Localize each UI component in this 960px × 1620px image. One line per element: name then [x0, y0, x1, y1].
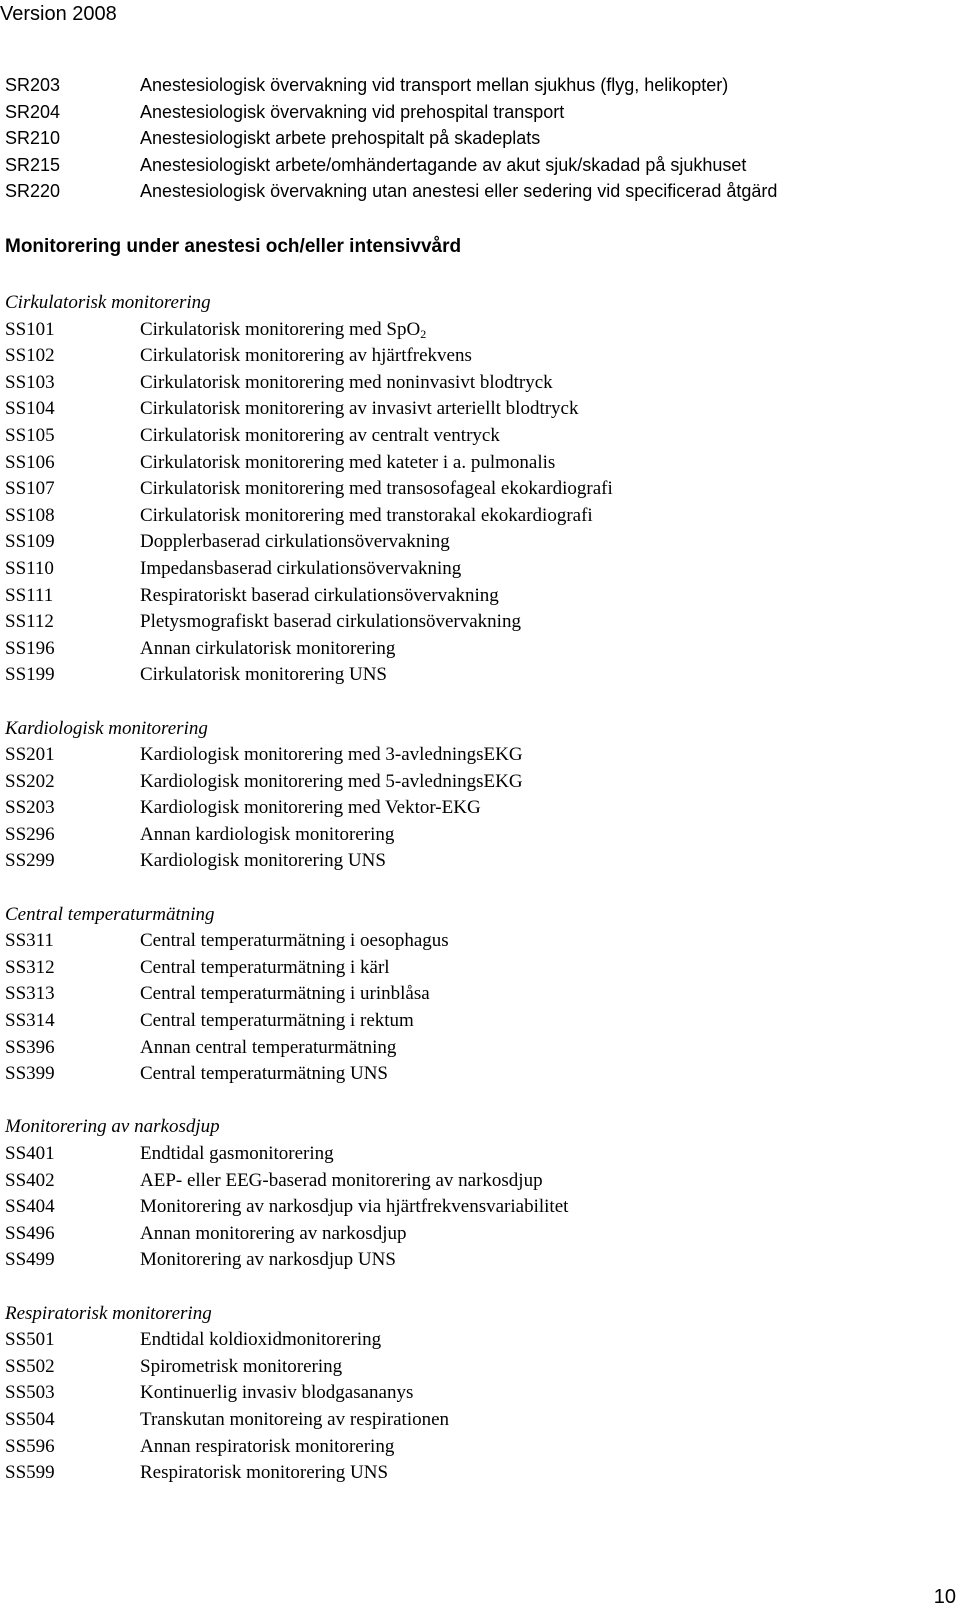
procedure-description: [140, 556, 461, 583]
code-row: [5, 317, 427, 344]
code-row: [5, 1434, 395, 1461]
monitoring-section: [5, 1114, 569, 1274]
description-text: Kontinuerlig invasiv blodgasananys: [140, 1382, 414, 1404]
procedure-description: [140, 955, 390, 982]
procedure-description: [140, 317, 426, 344]
code-row: [5, 1035, 397, 1062]
code-row: [5, 1354, 343, 1381]
code-row: [5, 1460, 389, 1487]
description-text: Pletysmografiskt baserad cirkulationsövervakning: [140, 611, 521, 633]
description-text: Central temperaturmätning UNS: [140, 1063, 388, 1085]
procedure-code: SS502: [5, 1355, 55, 1377]
procedure-description: [140, 1354, 342, 1381]
procedure-code: SS312: [5, 956, 55, 978]
code-row: [5, 1061, 388, 1088]
description-text: Transkutan monitoreing av respirationen: [140, 1408, 450, 1430]
description-text: Cirkulatorisk monitorering med noninvasivt blodtryck: [140, 371, 553, 393]
procedure-description: [140, 662, 387, 689]
code-row: [5, 662, 387, 689]
procedure-code: SS499: [5, 1249, 55, 1271]
code-row: [5, 529, 450, 556]
procedure-description: [140, 1035, 396, 1062]
procedure-description: [140, 1460, 388, 1487]
code-row: [5, 1168, 543, 1195]
procedure-description: [140, 1380, 413, 1407]
description-text: Kardiologisk monitorering med Vektor-EKG: [140, 797, 481, 819]
description-text: Respiratoriskt baserad cirkulationsövervakning: [140, 584, 499, 606]
description-text: Cirkulatorisk monitorering med transtorakal ekokardiografi: [140, 504, 593, 526]
description-text: Impedansbaserad cirkulationsövervakning: [140, 557, 462, 579]
version-header: Version 2008: [0, 3, 117, 25]
procedure-description: [140, 529, 450, 556]
procedure-description: [140, 742, 523, 769]
procedure-code: SS110: [5, 557, 54, 579]
main-heading: Monitorering under anestesi och/eller intensivvård: [5, 236, 462, 257]
procedure-code: SS101: [5, 318, 55, 340]
code-row: [5, 556, 462, 583]
procedure-code: SS396: [5, 1036, 55, 1058]
description-text: Monitorering av narkosdjup via hjärtfrekvensvariabilitet: [140, 1196, 569, 1218]
code-row: [5, 928, 449, 955]
procedure-code: SS201: [5, 744, 55, 766]
description-text: Annan kardiologisk monitorering: [140, 823, 395, 845]
procedure-code: SS196: [5, 637, 55, 659]
procedure-description: [140, 450, 555, 477]
procedure-description: [140, 178, 777, 205]
procedure-code: SR203: [5, 75, 61, 95]
procedure-description: [140, 476, 613, 503]
section-title: Central temperaturmätning: [5, 903, 215, 925]
description-text: Cirkulatorisk monitorering av hjärtfrekvens: [140, 345, 472, 367]
procedure-description: [140, 636, 395, 663]
description-text: Kardiologisk monitorering med 5-avledningsEKG: [140, 770, 523, 792]
description-text: Kardiologisk monitorering UNS: [140, 850, 386, 872]
description-text: Central temperaturmätning i kärl: [140, 956, 390, 978]
section-title: Monitorering av narkosdjup: [5, 1116, 220, 1138]
procedure-description: [140, 1141, 334, 1168]
section-title: Cirkulatorisk monitorering: [5, 292, 211, 313]
procedure-description: [140, 981, 430, 1008]
description-text: Anestesiologisk övervakning utan anestesi eller sedering vid specificerad åtgärd: [140, 181, 778, 202]
section-title: Kardiologisk monitorering: [5, 717, 208, 739]
procedure-description: [140, 72, 728, 99]
procedure-code: SS402: [5, 1169, 55, 1191]
code-row: [5, 1327, 382, 1354]
procedure-code: SS503: [5, 1382, 55, 1404]
description-text: Dopplerbaserad cirkulationsövervakning: [140, 531, 450, 553]
code-row: [5, 742, 523, 769]
procedure-description: [140, 609, 521, 636]
description-text: Cirkulatorisk monitorering av invasivt arteriellt blodtryck: [140, 398, 579, 420]
procedure-description: [140, 99, 564, 126]
procedure-description: [140, 125, 540, 152]
description-text: AEP- eller EEG-baserad monitorering av narkosdjup: [140, 1169, 543, 1191]
procedure-code: SS203: [5, 797, 55, 819]
procedure-code: SS599: [5, 1462, 55, 1484]
procedure-code: SS108: [5, 504, 55, 526]
monitoring-section: [5, 290, 613, 689]
procedure-description: [140, 769, 523, 796]
monitoring-sections: [5, 290, 613, 1513]
section-title: Respiratorisk monitorering: [5, 1302, 212, 1324]
procedure-code: SS314: [5, 1010, 55, 1032]
description-text: Annan respiratorisk monitorering: [140, 1435, 395, 1457]
description-text: Cirkulatorisk monitorering med kateter i a. pulmonalis: [140, 451, 556, 473]
procedure-description: [140, 1008, 414, 1035]
code-row: [5, 1380, 414, 1407]
monitoring-section: [5, 902, 449, 1088]
description-text: Endtidal koldioxidmonitorering: [140, 1329, 382, 1351]
description-text: Central temperaturmätning i rektum: [140, 1010, 414, 1032]
description-text: Cirkulatorisk monitorering av centralt ventryck: [140, 424, 500, 446]
procedure-code: SS107: [5, 478, 55, 500]
procedure-code: SS104: [5, 398, 55, 420]
subscript-text: 2: [420, 326, 427, 341]
procedure-description: [140, 1168, 543, 1195]
description-text: Cirkulatorisk monitorering med SpO: [140, 318, 421, 340]
procedure-code: SS399: [5, 1063, 55, 1085]
description-text: Central temperaturmätning i urinblåsa: [140, 983, 430, 1005]
procedure-description: [140, 343, 472, 370]
code-row: [5, 1407, 450, 1434]
code-row: [5, 1008, 414, 1035]
code-row: [5, 370, 553, 397]
procedure-code: SS111: [5, 584, 54, 606]
procedure-code: SR215: [5, 154, 61, 175]
procedure-code: SS404: [5, 1196, 55, 1218]
procedure-code: SS109: [5, 531, 55, 553]
procedure-description: [140, 928, 449, 955]
procedure-code: SS202: [5, 770, 55, 792]
code-row: [5, 1247, 396, 1274]
code-row: [5, 503, 593, 530]
procedure-code: SS401: [5, 1143, 55, 1164]
procedure-description: [140, 1327, 381, 1354]
procedure-description: [140, 370, 553, 397]
description-text: Anestesiologiskt arbete/omhändertagande av akut sjuk/skadad på sjukhuset: [140, 154, 747, 175]
code-row: [5, 1194, 569, 1221]
procedure-code: SR220: [5, 181, 61, 202]
procedure-description: [140, 822, 394, 849]
description-text: Cirkulatorisk monitorering UNS: [140, 664, 387, 686]
procedure-description: [140, 583, 499, 610]
code-row: [5, 1221, 407, 1248]
description-text: Kardiologisk monitorering med 3-avledningsEKG: [140, 744, 523, 766]
description-text: Endtidal gasmonitorering: [140, 1143, 334, 1164]
procedure-description: [140, 503, 593, 530]
code-row: [5, 476, 613, 503]
code-row: [5, 769, 523, 796]
description-text: Anestesiologisk övervakning vid prehospital transport: [140, 101, 565, 122]
code-row: [5, 822, 395, 849]
description-text: Spirometrisk monitorering: [140, 1355, 343, 1377]
procedure-code: SS105: [5, 424, 55, 446]
code-row: [5, 396, 579, 423]
procedure-code: SR204: [5, 101, 61, 122]
monitoring-section: [5, 1301, 450, 1487]
procedure-description: [140, 152, 746, 179]
procedure-description: [140, 1061, 388, 1088]
code-row: [5, 423, 500, 450]
code-row: [5, 583, 499, 610]
code-row: [5, 981, 430, 1008]
page-number: 10: [933, 1586, 956, 1608]
monitoring-section: [5, 716, 523, 876]
description-text: Central temperaturmätning i oesophagus: [140, 930, 449, 952]
procedure-code: SS504: [5, 1408, 55, 1430]
procedure-code: SS299: [5, 850, 55, 872]
procedure-code: SS501: [5, 1329, 55, 1351]
code-row: [5, 795, 481, 822]
procedure-code: SS102: [5, 345, 55, 367]
code-row: [5, 450, 556, 477]
code-row: [5, 636, 396, 663]
procedure-description: [140, 423, 500, 450]
description-text: Cirkulatorisk monitorering med transosofageal ekokardiografi: [140, 478, 613, 500]
code-row: [5, 343, 472, 370]
procedure-code: SS103: [5, 371, 55, 393]
procedure-code: SS596: [5, 1435, 55, 1457]
procedure-code: SS112: [5, 611, 54, 633]
description-text: Annan cirkulatorisk monitorering: [140, 637, 396, 659]
procedure-description: [140, 1434, 394, 1461]
procedure-code: SS106: [5, 451, 55, 473]
procedure-description: [140, 396, 578, 423]
procedure-code: SS311: [5, 930, 54, 952]
procedure-description: [140, 1247, 396, 1274]
code-row: [5, 848, 386, 875]
description-text: Respiratorisk monitorering UNS: [140, 1462, 389, 1484]
description-text: Anestesiologisk övervakning vid transport mellan sjukhus (flyg, helikopter): [140, 75, 729, 95]
procedure-description: [140, 1407, 449, 1434]
procedure-code: SS296: [5, 823, 55, 845]
description-text: Annan monitorering av narkosdjup: [140, 1222, 407, 1244]
procedure-description: [140, 795, 481, 822]
code-row: [5, 1141, 334, 1168]
description-text: Monitorering av narkosdjup UNS: [140, 1249, 396, 1271]
procedure-code: SS496: [5, 1222, 55, 1244]
procedure-description: [140, 848, 386, 875]
procedure-code: SS313: [5, 983, 55, 1005]
code-row: [5, 609, 521, 636]
procedure-description: [140, 1221, 406, 1248]
description-text: Annan central temperaturmätning: [140, 1036, 397, 1058]
description-text: Anestesiologiskt arbete prehospitalt på skadeplats: [140, 128, 541, 149]
code-row: [5, 955, 390, 982]
procedure-description: [140, 1194, 568, 1221]
procedure-code: SR210: [5, 128, 61, 149]
procedure-code: SS199: [5, 664, 55, 686]
